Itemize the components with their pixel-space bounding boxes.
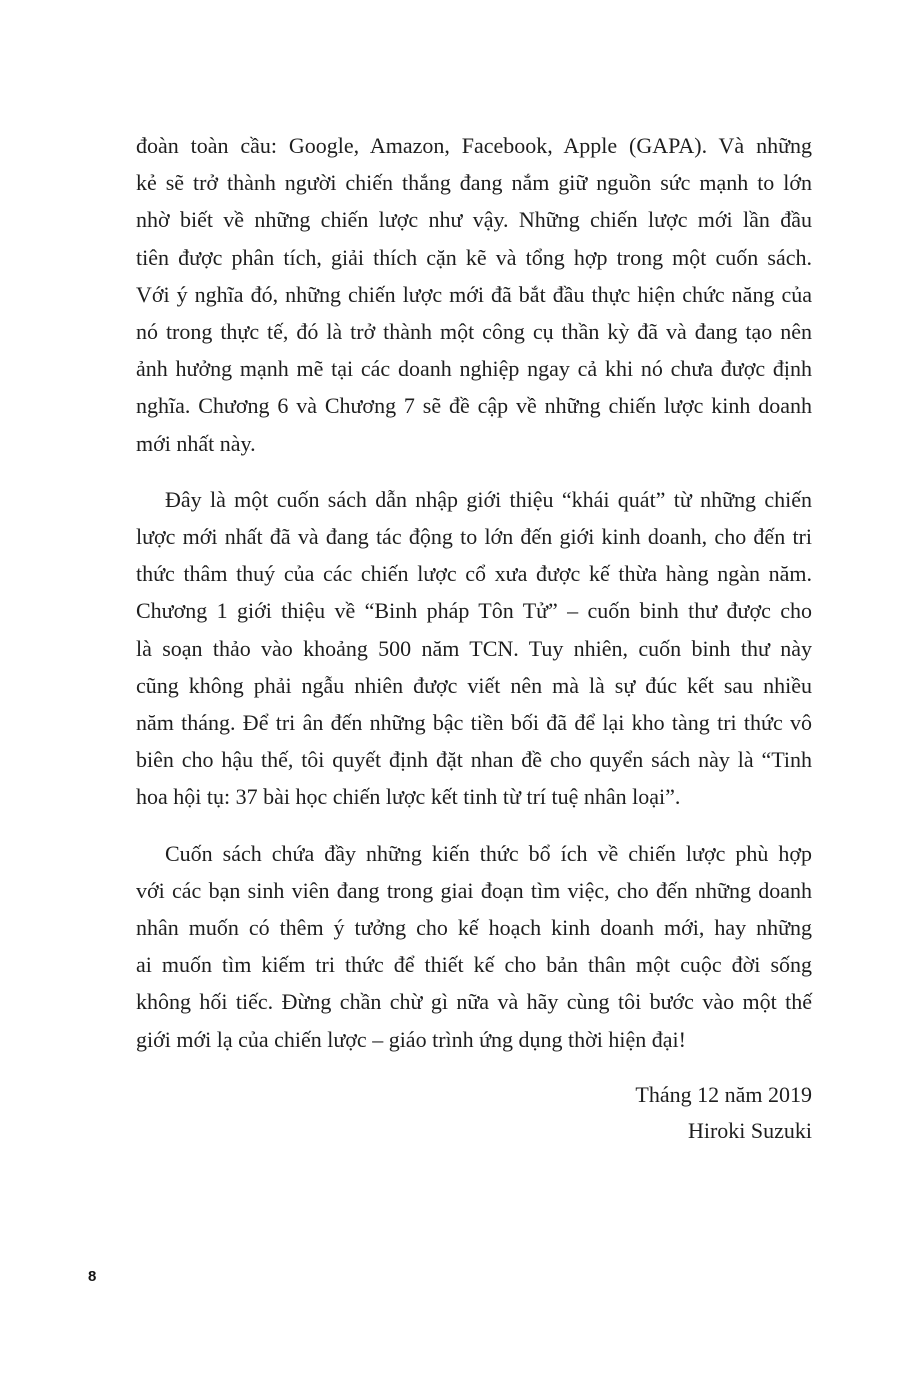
page-number: 8 [88,1268,97,1285]
text-block [136,127,812,1149]
text-line: cũng không phải ngẫu nhiên được viết nên mà là sự đúc kết sau nhiều [136,672,812,698]
text-line: ảnh hưởng mạnh mẽ tại các doanh nghiệp ngay cả khi nó chưa được định [136,356,812,382]
text-line: biên cho hậu thế, tôi quyết định đặt nhan đề cho quyển sách này là “Tinh [136,747,812,773]
signature-date: Tháng 12 năm 2019 [635,1081,812,1107]
text-line: Chương 1 giới thiệu về “Binh pháp Tôn Tử” – cuốn binh thư được cho [136,598,812,624]
text-line: kẻ sẽ trở thành người chiến thắng đang nắm giữ nguồn sức mạnh to lớn [136,170,812,196]
text-line: thức thâm thuý của các chiến lược cổ xưa được kế thừa hàng ngàn năm. [136,561,812,587]
text-line: với các bạn sinh viên đang trong giai đoạn tìm việc, cho đến những doanh [136,877,812,903]
text-line: đoàn toàn cầu: Google, Amazon, Facebook, Apple (GAPA). Và những [136,133,812,158]
text-line: nhân muốn có thêm ý tưởng cho kế hoạch kinh doanh mới, hay những [136,915,812,941]
text-line: nghĩa. Chương 6 và Chương 7 sẽ đề cập về những chiến lược kinh doanh [136,393,812,419]
paragraph-1 [136,127,812,462]
text-line: là soạn thảo vào khoảng 500 năm TCN. Tuy nhiên, cuốn binh thư này [136,635,812,661]
text-line: hoa hội tụ: 37 bài học chiến lược kết tinh từ trí tuệ nhân loại”. [136,784,681,810]
text-line: Cuốn sách chứa đầy những kiến thức bổ ích về chiến lược phù hợp [165,840,812,866]
text-line: Với ý nghĩa đó, những chiến lược mới đã bắt đầu thực hiện chức năng của [136,281,812,307]
text-line: ai muốn tìm kiếm tri thức để thiết kế cho bản thân một cuộc đời sống [136,952,812,978]
paragraph-3 [136,835,812,1058]
text-line: nhờ biết về những chiến lược như vậy. Những chiến lược mới lần đầu [136,207,812,233]
text-line: giới mới lạ của chiến lược – giáo trình ứng dụng thời hiện đại! [136,1026,686,1052]
text-line: nó trong thực tế, đó là trở thành một công cụ thần kỳ đã và đang tạo nên [136,319,812,345]
signature-author: Hiroki Suzuki [687,1117,812,1143]
text-line: không hối tiếc. Đừng chần chừ gì nữa và hãy cùng tôi bước vào một thế [136,989,812,1015]
text-line: tiên được phân tích, giải thích cặn kẽ và tổng hợp trong một cuốn sách. [136,244,812,270]
text-line: năm tháng. Để tri ân đến những bậc tiền bối đã để lại kho tàng tri thức vô [136,710,812,736]
text-line: Đây là một cuốn sách dẫn nhập giới thiệu “khái quát” từ những chiến [165,486,812,512]
text-line: lược mới nhất đã và đang tác động to lớn đến giới kinh doanh, cho đến tri [136,524,812,550]
paragraph-2 [136,481,812,816]
text-line: mới nhất này. [136,430,256,456]
signature-block [136,1077,812,1149]
